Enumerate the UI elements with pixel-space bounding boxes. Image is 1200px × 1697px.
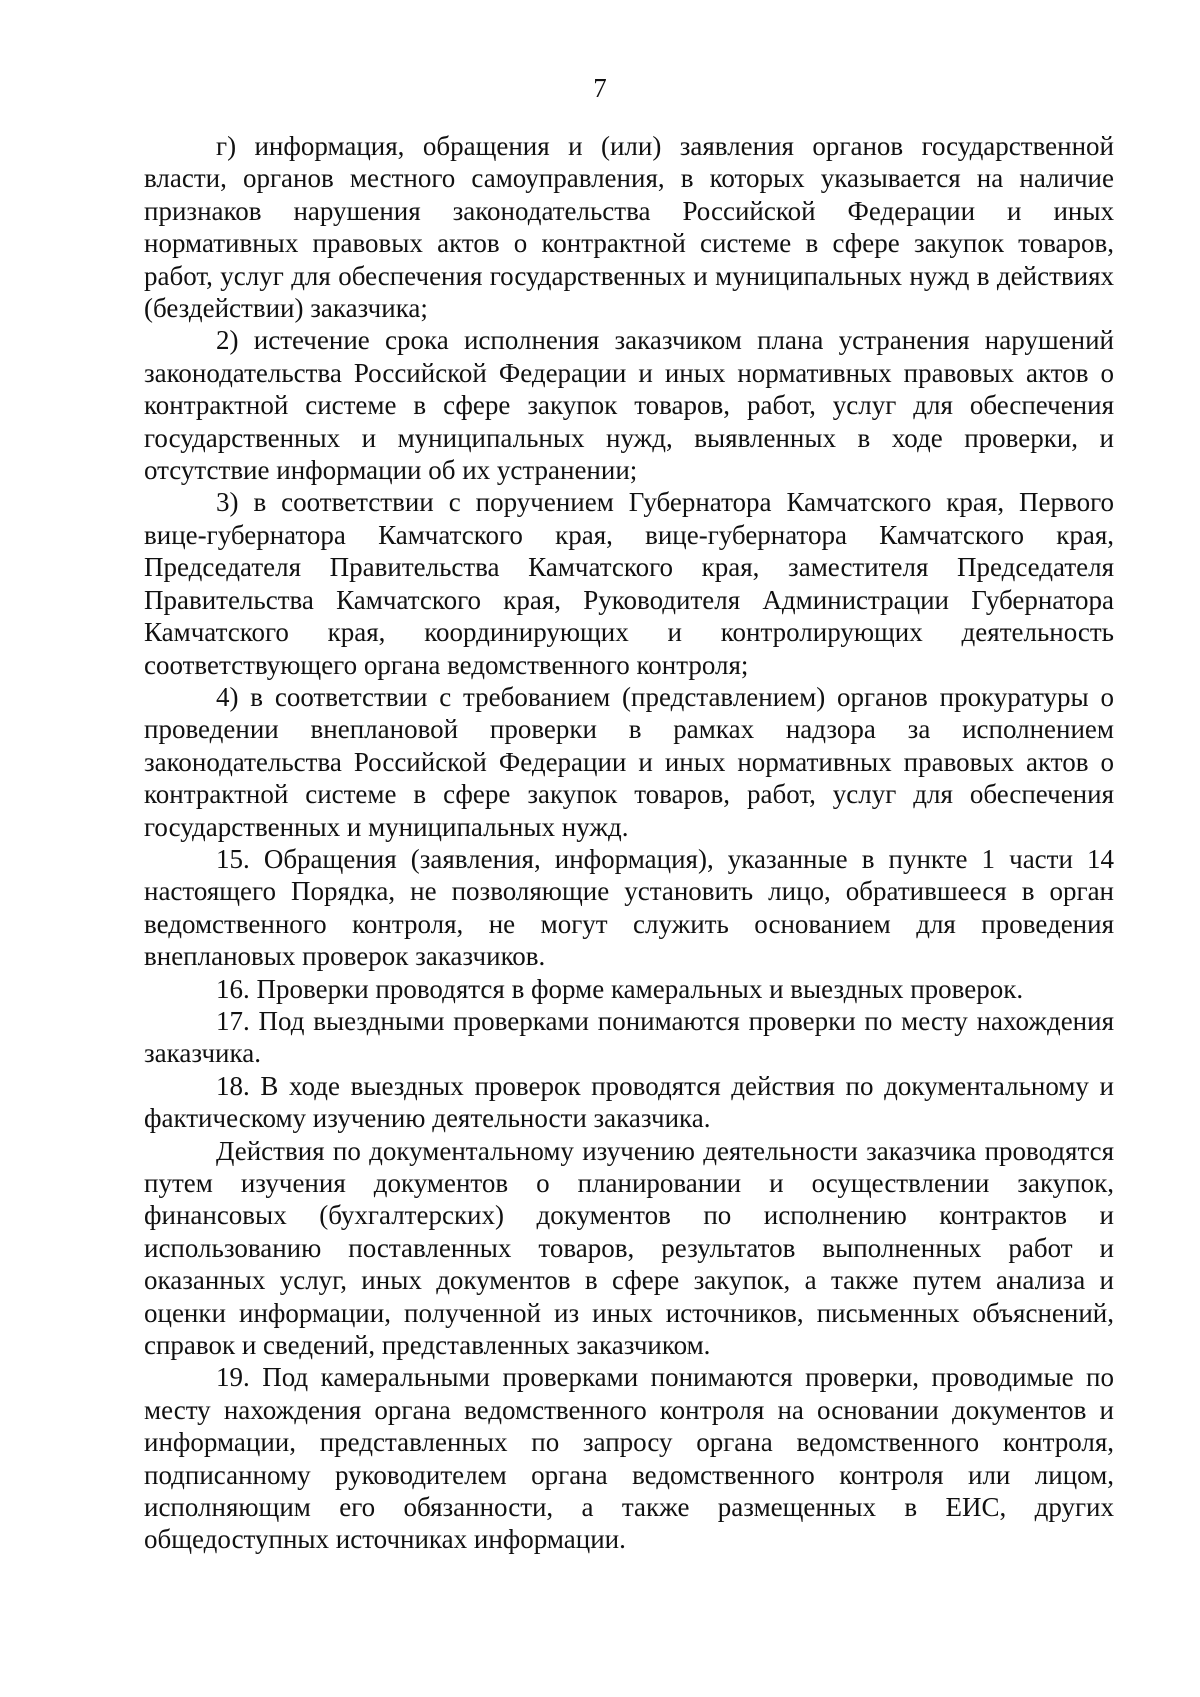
paragraph-17: 17. Под выездными проверками понимаются проверки по месту нахождения заказчика. — [144, 1005, 1114, 1069]
paragraph-15: 15. Обращения (заявления, информация), указанные в пункте 1 части 14 настоящего Порядка, не позволяющие установить лицо, обратившееся в орган ведомственного контроля, не могут служить основанием для проведения внеплановых проверок заказчиков. — [144, 843, 1114, 972]
document-body — [144, 130, 1114, 1556]
paragraph-2: 2) истечение срока исполнения заказчиком плана устранения нарушений законодательства Российской Федерации и иных нормативных правовых актов о контрактной системе в сфере закупок товаров, работ, услуг для обеспечения государственных и муниципальных нужд, выявленных в ходе проверки, и отсутствие информации об их устранении; — [144, 325, 1114, 486]
page-number: 7 — [593, 73, 607, 103]
paragraph-18: 18. В ходе выездных проверок проводятся действия по документальному и фактическому изучению деятельности заказчика. — [144, 1070, 1114, 1134]
paragraph-4: 4) в соответствии с требованием (представлением) органов прокуратуры о проведении внеплановой проверки в рамках надзора за исполнением законодательства Российской Федерации и иных нормативных правовых актов о контрактной системе в сфере закупок товаров, работ, услуг для обеспечения государственных и муниципальных нужд. — [144, 681, 1114, 842]
paragraph-18-actions: Действия по документальному изучению деятельности заказчика проводятся путем изучения документов о планировании и осуществлении закупок, финансовых (бухгалтерских) документов по исполнению контрактов и использованию поставленных товаров, результатов выполненных работ и оказанных услуг, иных документов в сфере закупок, а также путем анализа и оценки информации, полученной из иных источников, письменных объяснений, справок и сведений, представленных заказчиком. — [144, 1135, 1114, 1361]
paragraph-3: 3) в соответствии с поручением Губернатора Камчатского края, Первого вице-губернатора Камчатского края, вице-губернатора Камчатского края, Председателя Правительства Камчатского края, заместителя Председателя Правительства Камчатского края, Руководителя Администрации Губернатора Камчатского края, координирующих и контролирующих деятельность соответствующего органа ведомственного контроля; — [144, 487, 1114, 680]
paragraph-19: 19. Под камеральными проверками понимаются проверки, проводимые по месту нахождения органа ведомственного контроля на основании документов и информации, представленных по запросу органа ведомственного контроля, подписанному руководителем органа ведомственного контроля или лицом, исполняющим его обязанности, а также размещенных в ЕИС, других общедоступных источниках информации. — [144, 1362, 1114, 1555]
paragraph-16: 16. Проверки проводятся в форме камеральных и выездных проверок. — [216, 973, 1024, 1004]
paragraph-g: г) информация, обращения и (или) заявления органов государственной власти, органов местного самоуправления, в которых указывается на наличие признаков нарушения законодательства Российской Федерации и иных нормативных правовых актов о контрактной системе в сфере закупок товаров, работ, услуг для обеспечения государственных и муниципальных нужд в действиях (бездействии) заказчика; — [144, 131, 1114, 324]
